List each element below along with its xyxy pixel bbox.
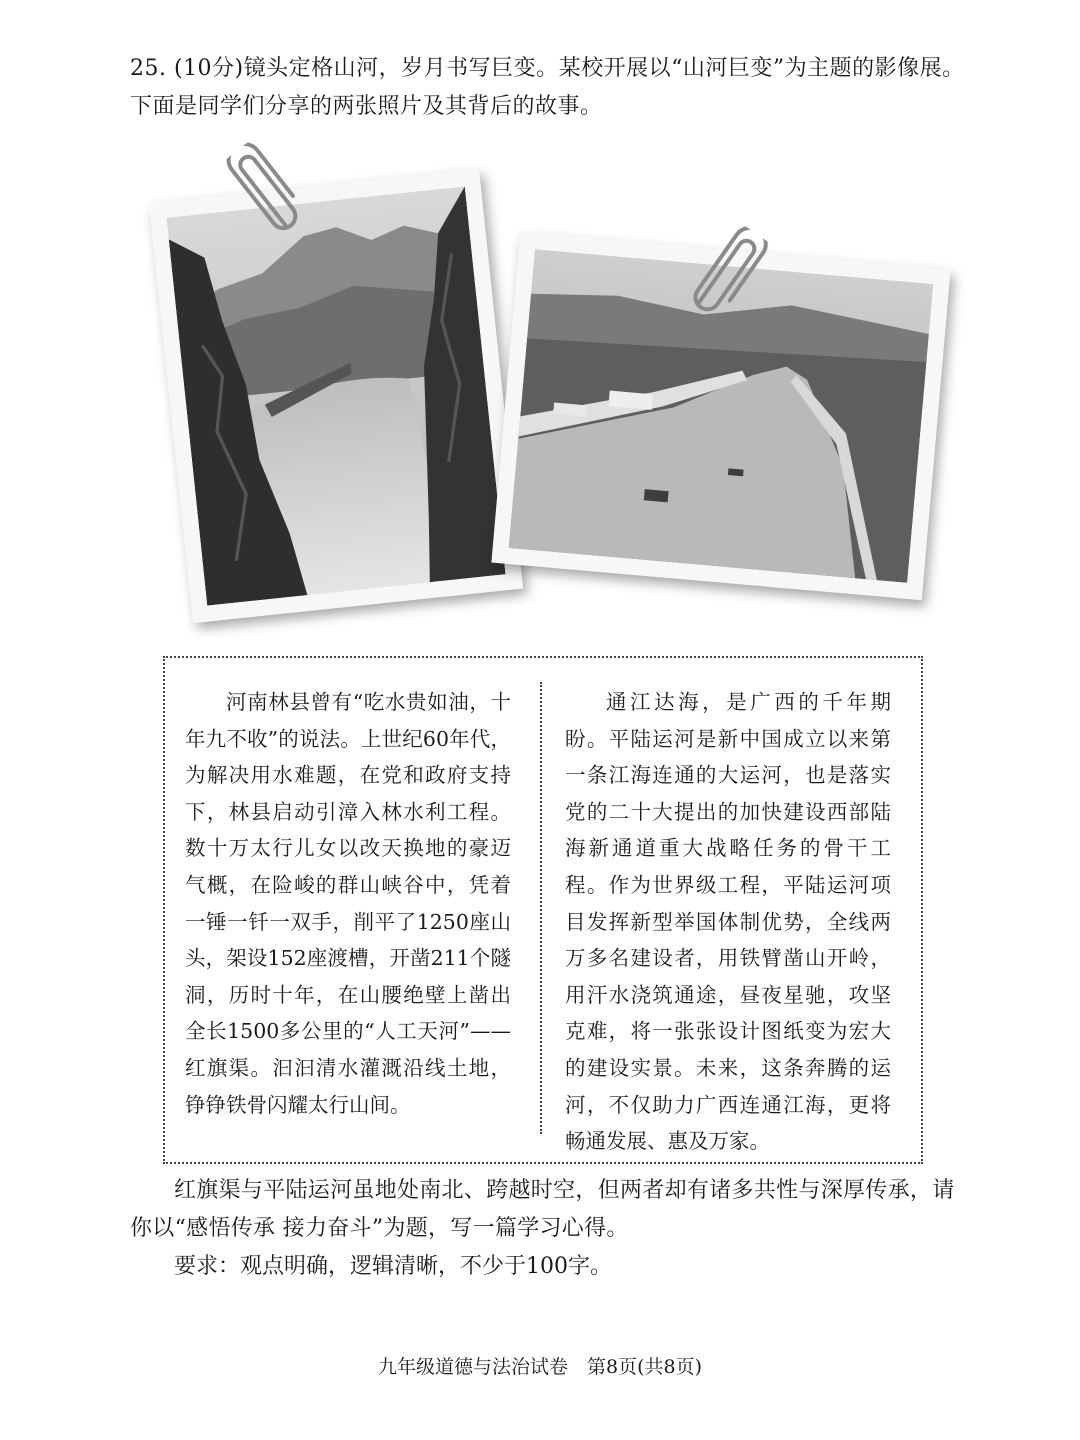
story-divider [540, 682, 542, 1134]
writing-task: 红旗渠与平陆运河虽地处南北、跨越时空，但两者却有诸多共性与深厚传承，请你以“感悟传承 接力奋斗”为题，写一篇学习心得。 [130, 1178, 955, 1241]
photo-display [130, 140, 960, 640]
page-footer: 九年级道德与法治试卷 第8页(共8页) [377, 1356, 702, 1378]
photo-red-flag-canal [149, 169, 523, 623]
story-red-flag-canal: 河南林县曾有“吃水贵如油，十年九不收”的说法。上世纪60年代，为解决用水难题，在党和政府支持下，林县启动引漳入林水利工程。数十万太行儿女以改天换地的豪迈气概，在险峻的群山峡谷中，凭着一锤一钎一双手，削平了1250座山头，架设152座渡槽，开凿211个隧洞，历时十年，在山腰绝壁上凿出全长1500多公里的“人工天河”——红旗渠。汩汩清水灌溉沿线土地，铮铮铁骨闪耀太行山间。 [185, 690, 511, 1117]
story-box [163, 656, 923, 1164]
story-pinglu-canal: 通江达海，是广西的千年期盼。平陆运河是新中国成立以来第一条江海连通的大运河，也是落实党的二十大提出的加快建设西部陆海新通道重大战略任务的骨干工程。作为世界级工程，平陆运河项目发挥新型举国体制优势，全线两万多名建设者，用铁臂凿山开岭，用汗水浇筑通途，昼夜星驰，攻坚克难，将一张张设计图纸变为宏大的建设实景。未来，这条奔腾的运河，不仅助力广西连通江海，更将畅通发展、惠及万家。 [565, 690, 891, 1154]
writing-requirement: 要求：观点明确，逻辑清晰，不少于100字。 [174, 1254, 612, 1279]
gorge-canal-image [166, 186, 505, 605]
question-prompt: 25. (10分)镜头定格山河，岁月书写巨变。某校开展以“山河巨变”为主题的影像展。下面是同学们分享的两张照片及其背后的故事。 [130, 56, 965, 119]
